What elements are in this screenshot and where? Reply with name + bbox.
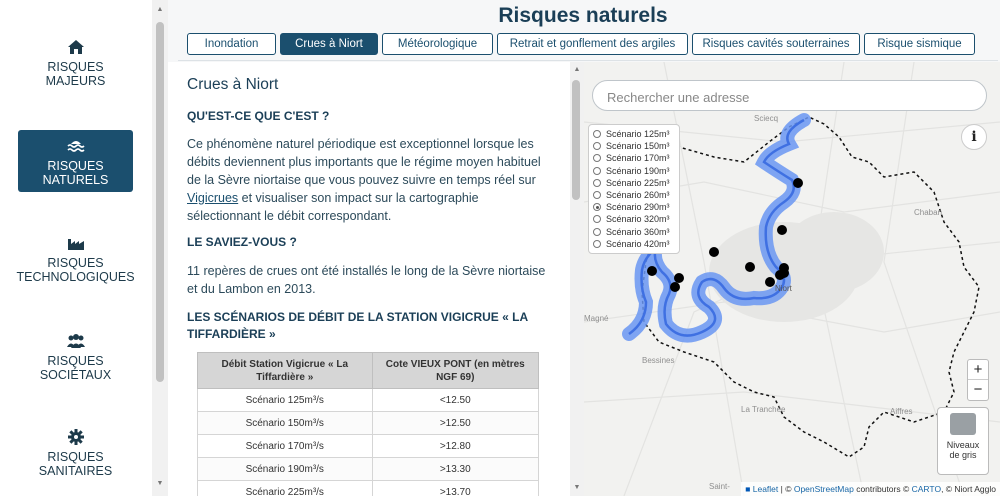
scenario-label: Scénario 125m³ [606, 129, 670, 140]
article-scrollbar-thumb[interactable] [572, 80, 580, 200]
paragraph-text: et visualiser son impact sur la cartographie sélectionnant le débit correspondant. [187, 191, 479, 223]
sidebar-item-label: RISQUES [47, 59, 104, 74]
info-icon[interactable]: i [961, 124, 987, 150]
flood-marker[interactable] [670, 282, 680, 292]
radio-button[interactable] [593, 167, 601, 175]
carto-link[interactable]: CARTO [911, 484, 942, 494]
place-label: Niort [775, 284, 792, 293]
table-cell: >12.80 [372, 435, 538, 458]
scroll-down-arrow-icon[interactable]: ▼ [156, 480, 164, 487]
radio-button[interactable] [593, 240, 601, 248]
table-cell: >13.70 [372, 481, 538, 496]
sidebar [0, 0, 152, 496]
home-icon [66, 37, 86, 57]
radio-button[interactable] [593, 215, 601, 223]
flood-marker[interactable] [745, 262, 755, 272]
scenario-label: Scénario 150m³ [606, 141, 670, 152]
urban-area [709, 212, 884, 322]
scenario-label: Scénario 290m³ [606, 202, 670, 213]
sidebar-scrollbar-thumb[interactable] [156, 22, 164, 382]
tab-crues-a-niort[interactable]: Crues à Niort [280, 33, 378, 55]
table-row [198, 435, 539, 458]
paragraph-text: Ce phénomène naturel périodique est exceptionnel lorsque les débits deviennent plus importants que le régime moyen habituel de la Sèvre niortaise que vous pouvez suivre en temps réel sur [187, 137, 541, 187]
paragraph-know: 11 repères de crues ont été installés le long de la Sèvre niortaise et du Lambon en 2013. [187, 264, 546, 296]
section-heading-scenarios: LES SCÉNARIOS DE DÉBIT DE LA STATION VIGICRUE « LA TIFFARDIÈRE » [187, 310, 528, 341]
grayscale-label: Niveaux [946, 440, 980, 450]
map-attribution [741, 482, 1000, 496]
zoom-out-button[interactable]: − [973, 381, 983, 398]
grayscale-label: de gris [949, 450, 977, 460]
tab-retrait-gonflement-argiles[interactable]: Retrait et gonflement des argiles [497, 33, 688, 55]
people-icon [66, 331, 86, 351]
sidebar-item-risques-technologiques[interactable] [18, 228, 133, 288]
attribution-text: | © [778, 484, 794, 494]
scenario-table [197, 352, 539, 496]
flag-icon: ■ [745, 484, 751, 494]
sidebar-item-label: TECHNOLOGIQUES [16, 269, 135, 284]
scenario-label: Scénario 190m³ [606, 165, 670, 176]
paragraph-what [187, 135, 549, 225]
place-label: Chaban [914, 208, 943, 217]
scenario-label: Scénario 360m³ [606, 226, 670, 237]
table-cell: Scénario 125m³/s [198, 389, 373, 412]
place-label: Sciecq [754, 114, 779, 123]
gear-icon [66, 427, 86, 447]
radio-button[interactable] [593, 179, 601, 187]
scroll-down-arrow-icon[interactable]: ▼ [573, 484, 581, 491]
place-label: La Tranchée [741, 405, 786, 414]
zoom-in-button[interactable]: + [968, 360, 988, 380]
table-row [198, 458, 539, 481]
tab-risques-cavites-souterraines[interactable]: Risques cavités souterraines [692, 33, 860, 55]
flood-marker[interactable] [777, 225, 787, 235]
flood-marker[interactable] [674, 273, 684, 283]
place-label: Bessines [642, 356, 675, 365]
sidebar-item-risques-sanitaires[interactable] [18, 422, 133, 482]
scenario-label: Scénario 320m³ [606, 214, 670, 225]
flood-marker[interactable] [793, 178, 803, 188]
sidebar-item-label: RISQUES [47, 158, 104, 173]
scenario-option[interactable] [593, 238, 675, 250]
sidebar-item-risques-majeurs[interactable] [18, 32, 133, 92]
header-divider [178, 60, 998, 61]
flood-map[interactable] [584, 62, 1000, 496]
scenario-option[interactable] [593, 165, 675, 177]
table-row [198, 481, 539, 496]
section-heading-what: QU'EST-CE QUE C'EST ? [187, 109, 330, 123]
table-row [198, 412, 539, 435]
sidebar-item-label: RISQUES [47, 255, 104, 270]
table-cell: Scénario 150m³/s [198, 412, 373, 435]
scenario-label: Scénario 170m³ [606, 153, 670, 164]
scenario-option[interactable] [593, 226, 675, 238]
flood-marker[interactable] [647, 266, 657, 276]
tab-risque-sismique[interactable]: Risque sismique [864, 33, 975, 55]
section-heading-know: LE SAVIEZ-VOUS ? [187, 235, 297, 249]
scroll-up-arrow-icon[interactable]: ▲ [156, 6, 164, 13]
sidebar-item-label: SOCIÉTAUX [39, 367, 112, 382]
table-cell: Scénario 225m³/s [198, 481, 373, 496]
flood-marker[interactable] [779, 268, 789, 278]
sidebar-item-risques-naturels[interactable] [18, 130, 133, 192]
place-label: Saint- [709, 482, 730, 491]
table-cell: >12.50 [372, 412, 538, 435]
scenario-label: Scénario 260m³ [606, 190, 670, 201]
vigicrues-link[interactable]: Vigicrues [187, 191, 239, 205]
column-header-debit: Débit Station Vigicrue « La Tiffardière » [198, 353, 373, 389]
table-cell: Scénario 190m³/s [198, 458, 373, 481]
attribution-text: , © Niort Agglo [941, 484, 996, 494]
factory-icon [66, 233, 86, 253]
scenario-option[interactable] [593, 128, 675, 140]
grayscale-toggle-button[interactable] [937, 407, 989, 475]
flood-marker[interactable] [709, 247, 719, 257]
sidebar-item-label: SANITAIRES [38, 463, 113, 478]
scenario-option[interactable] [593, 201, 675, 213]
radio-button[interactable] [593, 130, 601, 138]
tab-meteorologique[interactable]: Météorologique [382, 33, 493, 55]
article-title: Crues à Niort [187, 76, 279, 93]
column-header-cote: Cote VIEUX PONT (en mètres NGF 69) [372, 353, 538, 389]
scenario-option[interactable] [593, 177, 675, 189]
scroll-up-arrow-icon[interactable]: ▲ [573, 66, 581, 73]
zoom-control [967, 359, 989, 401]
tab-inondation[interactable]: Inondation [187, 33, 276, 55]
grayscale-map-icon [950, 413, 976, 435]
osm-link[interactable]: OpenStreetMap [793, 484, 854, 494]
scenario-selector [588, 124, 680, 254]
scenario-label: Scénario 225m³ [606, 177, 670, 188]
radio-button-selected[interactable] [593, 203, 601, 211]
table-row [198, 389, 539, 412]
scenario-option[interactable] [593, 189, 675, 201]
table-header-row [198, 353, 539, 389]
attribution-text: contributors © [853, 484, 912, 494]
radio-button[interactable] [593, 228, 601, 236]
scenario-option[interactable] [593, 213, 675, 225]
table-cell: >13.30 [372, 458, 538, 481]
sidebar-item-label: RISQUES [47, 449, 104, 464]
radio-button[interactable] [593, 191, 601, 199]
sidebar-item-label: NATURELS [42, 172, 109, 187]
place-label: Aiffres [890, 407, 913, 416]
sidebar-item-risques-societaux[interactable] [18, 326, 133, 386]
sidebar-item-label: MAJEURS [45, 73, 106, 88]
place-label: Magné [584, 314, 609, 323]
table-cell: <12.50 [372, 389, 538, 412]
leaflet-link[interactable]: Leaflet [752, 484, 779, 494]
waves-icon [66, 136, 86, 156]
page-title: Risques naturels [498, 4, 668, 27]
article-panel [168, 62, 570, 496]
radio-button[interactable] [593, 154, 601, 162]
scenario-label: Scénario 420m³ [606, 238, 670, 249]
table-cell: Scénario 170m³/s [198, 435, 373, 458]
sidebar-item-label: RISQUES [47, 353, 104, 368]
scenario-option[interactable] [593, 140, 675, 152]
radio-button[interactable] [593, 142, 601, 150]
scenario-option[interactable] [593, 152, 675, 164]
address-search-input[interactable]: Rechercher une adresse [592, 80, 987, 111]
flood-marker[interactable] [765, 277, 775, 287]
